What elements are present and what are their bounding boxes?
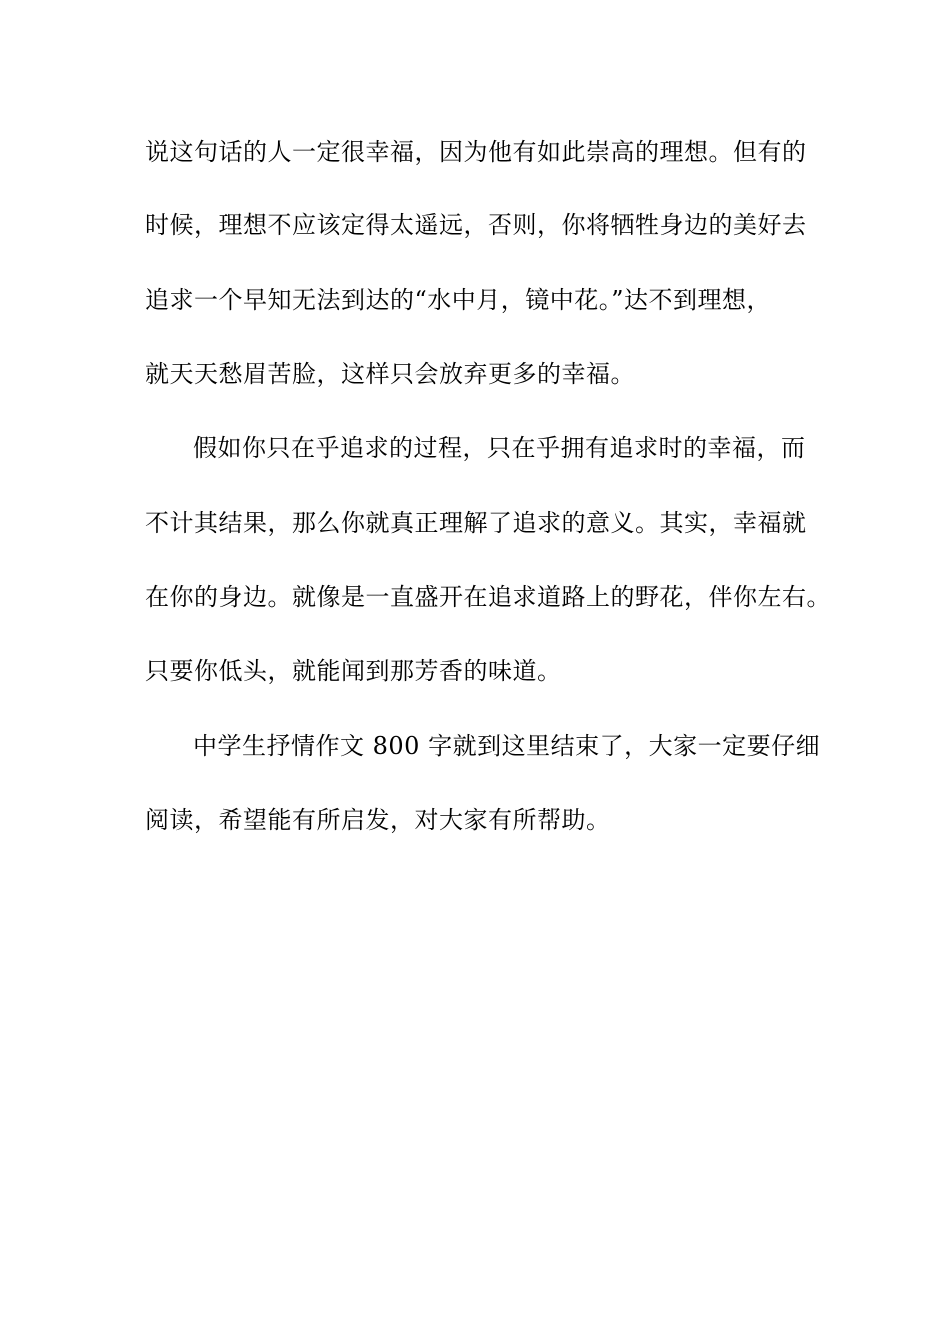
paragraph-2-line-4: 只要你低头，就能闻到那芳香的味道。 (145, 657, 562, 685)
paragraph-1-line-4: 就天天愁眉苦脸，这样只会放弃更多的幸福。 (145, 360, 635, 388)
paragraph-2-line-3: 在你的身边。就像是一直盛开在追求道路上的野花，伴你左右。 (145, 583, 831, 611)
paragraph-3-line-2: 阅读，希望能有所启发，对大家有所帮助。 (145, 806, 611, 834)
paragraph-3-line-1: 中学生抒情作文 800 字就到这里结束了，大家一定要仔细 (193, 732, 821, 760)
paragraph-1-line-2: 时候，理想不应该定得太遥远，否则，你将牺牲身边的美好去 (145, 211, 807, 239)
paragraph-1-line-1: 说这句话的人一定很幸福，因为他有如此崇高的理想。但有的 (145, 138, 807, 166)
paragraph-2-line-1: 假如你只在乎追求的过程，只在乎拥有追求时的幸福，而 (193, 434, 806, 462)
paragraph-1-line-3: 追求一个早知无法到达的“水中月，镜中花。”达不到理想， (145, 286, 772, 314)
paragraph-2-line-2: 不计其结果，那么你就真正理解了追求的意义。其实，幸福就 (145, 509, 807, 537)
